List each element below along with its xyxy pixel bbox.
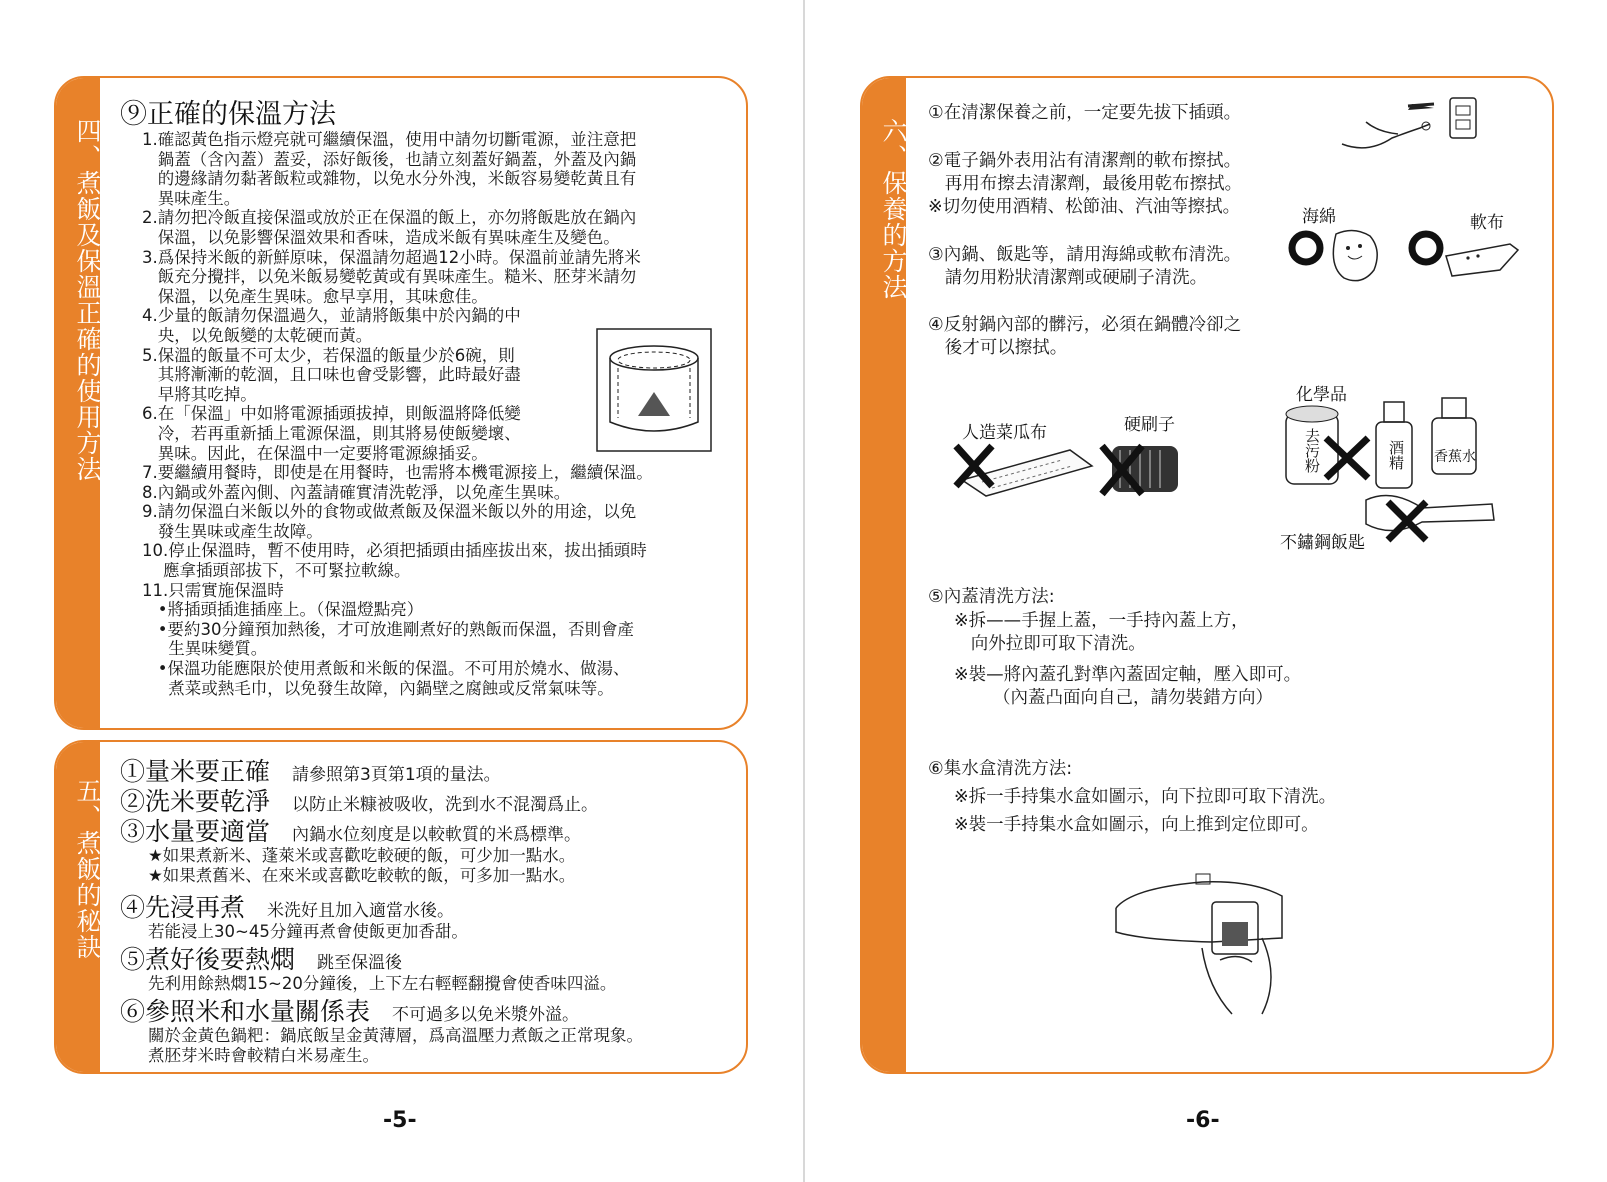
care-step-5-remove: ※拆——手握上蓋，一手持內蓋上方， 向外拉即可取下清洗。 (954, 611, 1249, 654)
section4-tab (56, 78, 100, 728)
section4-line: 3.爲保持米飯的新鮮原味，保溫請勿超過12小時。保溫前並請先將米 (142, 247, 641, 267)
scouring-pad-no-illustration (952, 436, 1102, 502)
secret-item-3: ③水量要適當 內鍋水位刻度是以較軟質的米爲標準。 (120, 817, 582, 846)
label-cloth: 軟布 (1470, 213, 1504, 233)
spoon-no-illustration (1352, 484, 1502, 550)
hard-brush-no-illustration (1098, 436, 1190, 506)
secret-note-5: 先利用餘熱燜15~20分鐘後，上下左右輕輕翻攪會使香味四溢。 (148, 974, 617, 993)
section5-panel (54, 740, 748, 1074)
section6-panel (860, 76, 1554, 1074)
section4-line: 的邊緣請勿黏著飯粒或雜物，以免水分外洩，米飯容易變乾黃且有 (142, 169, 637, 189)
label-hard-brush: 硬刷子 (1124, 415, 1175, 435)
section5-tab-text: 五、煮飯的秘訣 (73, 778, 102, 960)
label-chemicals: 化學品 (1296, 385, 1347, 405)
label-banana-water: 香蕉水 (1434, 449, 1476, 465)
section5-tab (56, 742, 100, 1072)
section4-line: 保溫，以免影響保溫效果和香味，造成米飯有異味產生及變色。 (142, 227, 620, 247)
section4-line: 央，以免飯變的太乾硬而黃。 (142, 325, 373, 345)
section4-line: 9.請勿保溫白米飯以外的食物或做煮飯及保溫米飯以外的用途，以免 (142, 502, 637, 522)
page-spine (803, 0, 805, 1182)
label-sponge: 海綿 (1302, 207, 1336, 227)
section4-line: 6.在「保溫」中如將電源插頭拔掉，則飯溫將降低變 (142, 404, 521, 424)
section4-line: 應拿插頭部拔下，不可緊拉軟線。 (142, 561, 411, 581)
section4-line: 5.保溫的飯量不可太少，若保溫的飯量少於6碗，則 (142, 345, 515, 365)
section4-line: 7.要繼續用餐時，即使是在用餐時，也需將本機電源接上，繼續保溫。 (142, 463, 653, 483)
label-steel-spoon: 不鏽鋼飯匙 (1280, 533, 1365, 553)
secret-item-4: ④先浸再煮 米洗好且加入適當水後。 (120, 893, 455, 922)
section4-line: 早將其吃掉。 (142, 384, 257, 404)
secret-note-6b: 煮胚芽米時會較精白米易產生。 (148, 1046, 379, 1065)
rice-pot-illustration (596, 328, 712, 452)
secret-item-1: ①量米要正確 請參照第3頁第1項的量法。 (120, 757, 501, 786)
section4-line: 發生異味或產生故障。 (142, 521, 323, 541)
care-step-6-remove: ※拆一手持集水盒如圖示，向下拉即可取下清洗。 (954, 787, 1337, 807)
page-number-left: -5- (383, 1108, 417, 1133)
section4-line: •要約30分鐘預加熱後，才可放進剛煮好的熟飯而保溫，否則會產 (142, 619, 634, 639)
secret-note-4: 若能浸上30~45分鐘再煮會使飯更加香甜。 (148, 922, 468, 941)
label-scouring-pad: 人造菜瓜布 (962, 423, 1047, 443)
section6-tab (862, 78, 906, 1072)
section4-line: 其將漸漸的乾涸，且口味也會受影響，此時最好盡 (142, 365, 521, 385)
section4-line: 4.少量的飯請勿保溫過久，並請將飯集中於內鍋的中 (142, 306, 521, 326)
section4-panel (54, 76, 748, 730)
section4-line: 11.只需實施保溫時 (142, 580, 284, 600)
section4-line: •保溫功能應限於使用煮飯和米飯的保溫。不可用於燒水、做湯、 (142, 659, 630, 679)
care-step-3: ③內鍋、飯匙等，請用海綿或軟布清洗。 請勿用粉狀清潔劑或硬刷子清洗。 (928, 245, 1242, 288)
care-step-6-title: ⑥集水盒清洗方法: (928, 759, 1073, 779)
section4-line: •將插頭插進插座上。（保溫燈點亮） (142, 600, 424, 620)
care-step-1: ①在清潔保養之前，一定要先拔下插頭。 (928, 103, 1242, 123)
secret-note-6a: 關於金黃色鍋粑：鍋底飯呈金黃薄層，爲高溫壓力煮飯之正常現象。 (148, 1026, 643, 1045)
section4-heading: ⑨正確的保溫方法 (120, 99, 336, 130)
care-step-2: ②電子鍋外表用沾有清潔劑的軟布擦拭。 再用布擦去清潔劑，最後用乾布擦拭。 ※切勿使用酒精、松節油、汽油等擦拭。 (928, 151, 1243, 217)
section4-line: 保溫，以免產生異味。愈早享用，其味愈佳。 (142, 286, 488, 306)
care-step-5-install: ※裝—將內蓋孔對準內蓋固定軸，壓入即可。 （內蓋凸面向自己，請勿裝錯方向） (954, 665, 1302, 708)
unplug-illustration (1338, 92, 1480, 166)
care-step-6-install: ※裝一手持集水盒如圖示，向上推到定位即可。 (954, 815, 1319, 835)
care-step-4: ④反射鍋內部的髒污，必須在鍋體冷卻之 後才可以擦拭。 (928, 315, 1242, 358)
secret-item-6: ⑥參照米和水量關係表 不可過多以免米漿外溢。 (120, 997, 580, 1026)
section4-line: 2.請勿把冷飯直接保溫或放於正在保溫的飯上，亦勿將飯匙放在鍋內 (142, 208, 637, 228)
secret-item-2: ②洗米要乾淨 以防止米糠被吸收，洗到水不混濁爲止。 (120, 787, 599, 816)
section4-line: 冷，若再重新插上電源保溫，則其將易使飯變壞、 (142, 423, 521, 443)
section4-line: 異味產生。 (142, 188, 241, 208)
section4-line: 10.停止保溫時，暫不使用時，必須把插頭由插座拔出來，拔出插頭時 (142, 541, 647, 561)
secret-item-5: ⑤煮好後要熱燜 跳至保溫後 (120, 945, 403, 974)
section4-line: 煮菜或熱毛巾，以免發生故障，內鍋壁之腐蝕或反常氣味等。 (142, 678, 614, 698)
sponge-ok-illustration (1282, 226, 1522, 290)
section4-line: 異味。因此，在保溫中一定要將電源線插妥。 (142, 443, 488, 463)
care-step-5-title: ⑤內蓋清洗方法: (928, 587, 1055, 607)
section4-tab-text: 四、煮飯及保溫正確的使用方法 (73, 118, 102, 482)
secret-note-3a: ★如果煮新米、蓬萊米或喜歡吃較硬的飯，可少加一點水。 (148, 846, 576, 865)
section4-line: 飯充分攪拌，以免米飯易變乾黃或有異味產生。糙米、胚芽米請勿 (142, 267, 637, 287)
secret-note-3b: ★如果煮舊米、在來米或喜歡吃較軟的飯，可多加一點水。 (148, 866, 576, 885)
section4-line: 8.內鍋或外蓋內側、內蓋請確實清洗乾淨，以免產生異味。 (142, 482, 571, 502)
label-powder: 去污粉 (1303, 428, 1321, 473)
page-number-right: -6- (1186, 1108, 1220, 1133)
section6-tab-text: 六、保養的方法 (879, 118, 908, 300)
water-box-illustration (1112, 868, 1292, 1018)
section4-body (142, 130, 653, 698)
section4-line: 鍋蓋（含內蓋）蓋妥，添好飯後，也請立刻蓋好鍋蓋，外蓋及內鍋 (142, 149, 637, 169)
section4-line: 1.確認黃色指示燈亮就可繼續保溫，使用中請勿切斷電源，並注意把 (142, 130, 637, 149)
section4-line: 生異味變質。 (142, 639, 268, 659)
label-alcohol: 酒精 (1387, 440, 1405, 470)
